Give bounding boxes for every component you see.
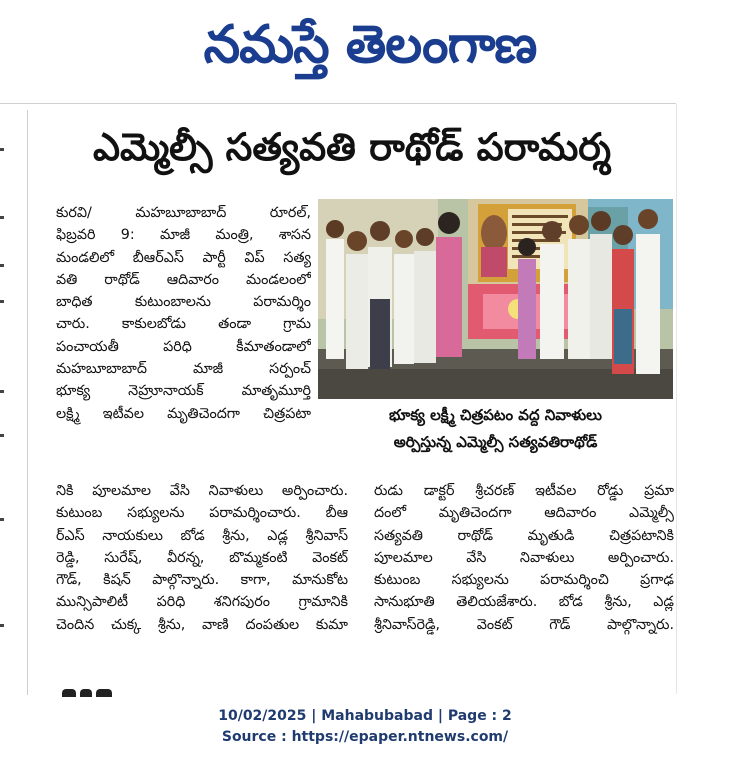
edition-info: 10/02/2025 | Mahabubabad | Page : 2 [218,708,512,724]
right-divider [676,104,677,694]
text-line: ఫిబ్రవరి 9: మాజీ మంత్రి, శాసన [56,227,311,244]
article-column-3 [374,480,674,636]
photo-illustration [318,199,673,399]
masthead [0,0,730,95]
text-line: కుటుంబ సభ్యులను పరామర్శించి ప్రగాఢ [374,572,674,589]
caption-line: అర్పిస్తున్న ఎమ్మెల్సీ సత్యవతిరాథోడ్ [393,433,598,451]
previous-column-edge [0,104,8,704]
text-line: గౌడ్, కిషన్ పాల్గొన్నారు. కాగా, మానుకోట [56,572,348,589]
news-photo [318,199,673,399]
text-line: రెడ్డి, సురేష్, వీరన్న, బొమ్మకంటి వెంకట్ [56,549,348,566]
page-footer [0,706,730,748]
photo-caption [318,402,673,464]
text-line: కుటుంబ సభ్యులను పరామర్శించారు. బీఆ [56,505,348,522]
text-line: పూలమాల వేసి నివాళులు అర్పించారు. [374,549,674,566]
text-line: పంచాయతీ పరిధి కీమాతండాలో [56,338,311,355]
text-line: మహబూబాబాద్ మాజీ సర్పంచ్ [56,361,311,378]
next-story-fragment [62,683,122,697]
text-line: దంలో మృతిచెందగా ఆదివారం ఎమ్మెల్సీ [374,505,674,522]
text-line: మండలిలో బీఆర్ఎస్ పార్టీ విప్ సత్య [56,249,311,266]
text-line: భూక్య నెహ్రూనాయక్ మాతృమూర్తి [56,383,311,400]
text-line: సానుభూతి తెలియజేశారు. బోడ శ్రీను, ఎడ్ల [374,594,674,611]
text-line: కురవి/ మహబూబాబాద్ రూరల్, [56,205,311,221]
text-line: బాధిత కుటుంబాలను పరామర్శిం [56,294,311,311]
text-line: శ్రీనివాస్‌రెడ్డి, వెంకట్ గౌడ్ పాల్గొన్నారు. [374,616,674,633]
text-line: చెందిన చుక్క శ్రీను, వాణి దంపతుల కుమా [56,616,348,633]
article-column-2 [56,480,348,636]
text-line: ర్ఎస్ నాయకులు బోడ శ్రీను, ఎడ్ల శ్రీనివాస్ [56,527,348,544]
text-line: చారు. కాకులబోడు తండా గ్రామ [56,316,311,333]
text-line: నికి పూలమాల వేసి నివాళులు అర్పించారు. [56,483,348,499]
source-link[interactable]: Source : https://epaper.ntnews.com/ [221,729,509,745]
article-column-1 [56,202,311,425]
column-divider [27,110,28,695]
newspaper-logo: నమస్తే తెలంగాణ [203,15,537,75]
top-divider [0,103,676,104]
text-line: సత్యవతి రాథోడ్ మృతుడి చిత్రపటానికి [374,527,674,544]
article-headline: ఎమ్మెల్సీ సత్యవతి రాథోడ్ పరామర్శ [93,125,611,169]
caption-line: భూక్య లక్ష్మీ చిత్రపటం వద్ద నివాళులు [389,406,602,424]
text-line: మున్సిపాలిటీ పరిధి శనిగపురం గ్రామానికి [56,594,348,611]
text-line: లక్ష్మి ఇటీవల మృతిచెందగా చిత్రపటా [56,405,311,422]
text-line: రుడు డాక్టర్ శ్రీచరణ్ ఇటీవల రోడ్డు ప్రమా [374,483,674,499]
text-line: వతి రాథోడ్ ఆదివారం మండలంలో [56,271,311,288]
